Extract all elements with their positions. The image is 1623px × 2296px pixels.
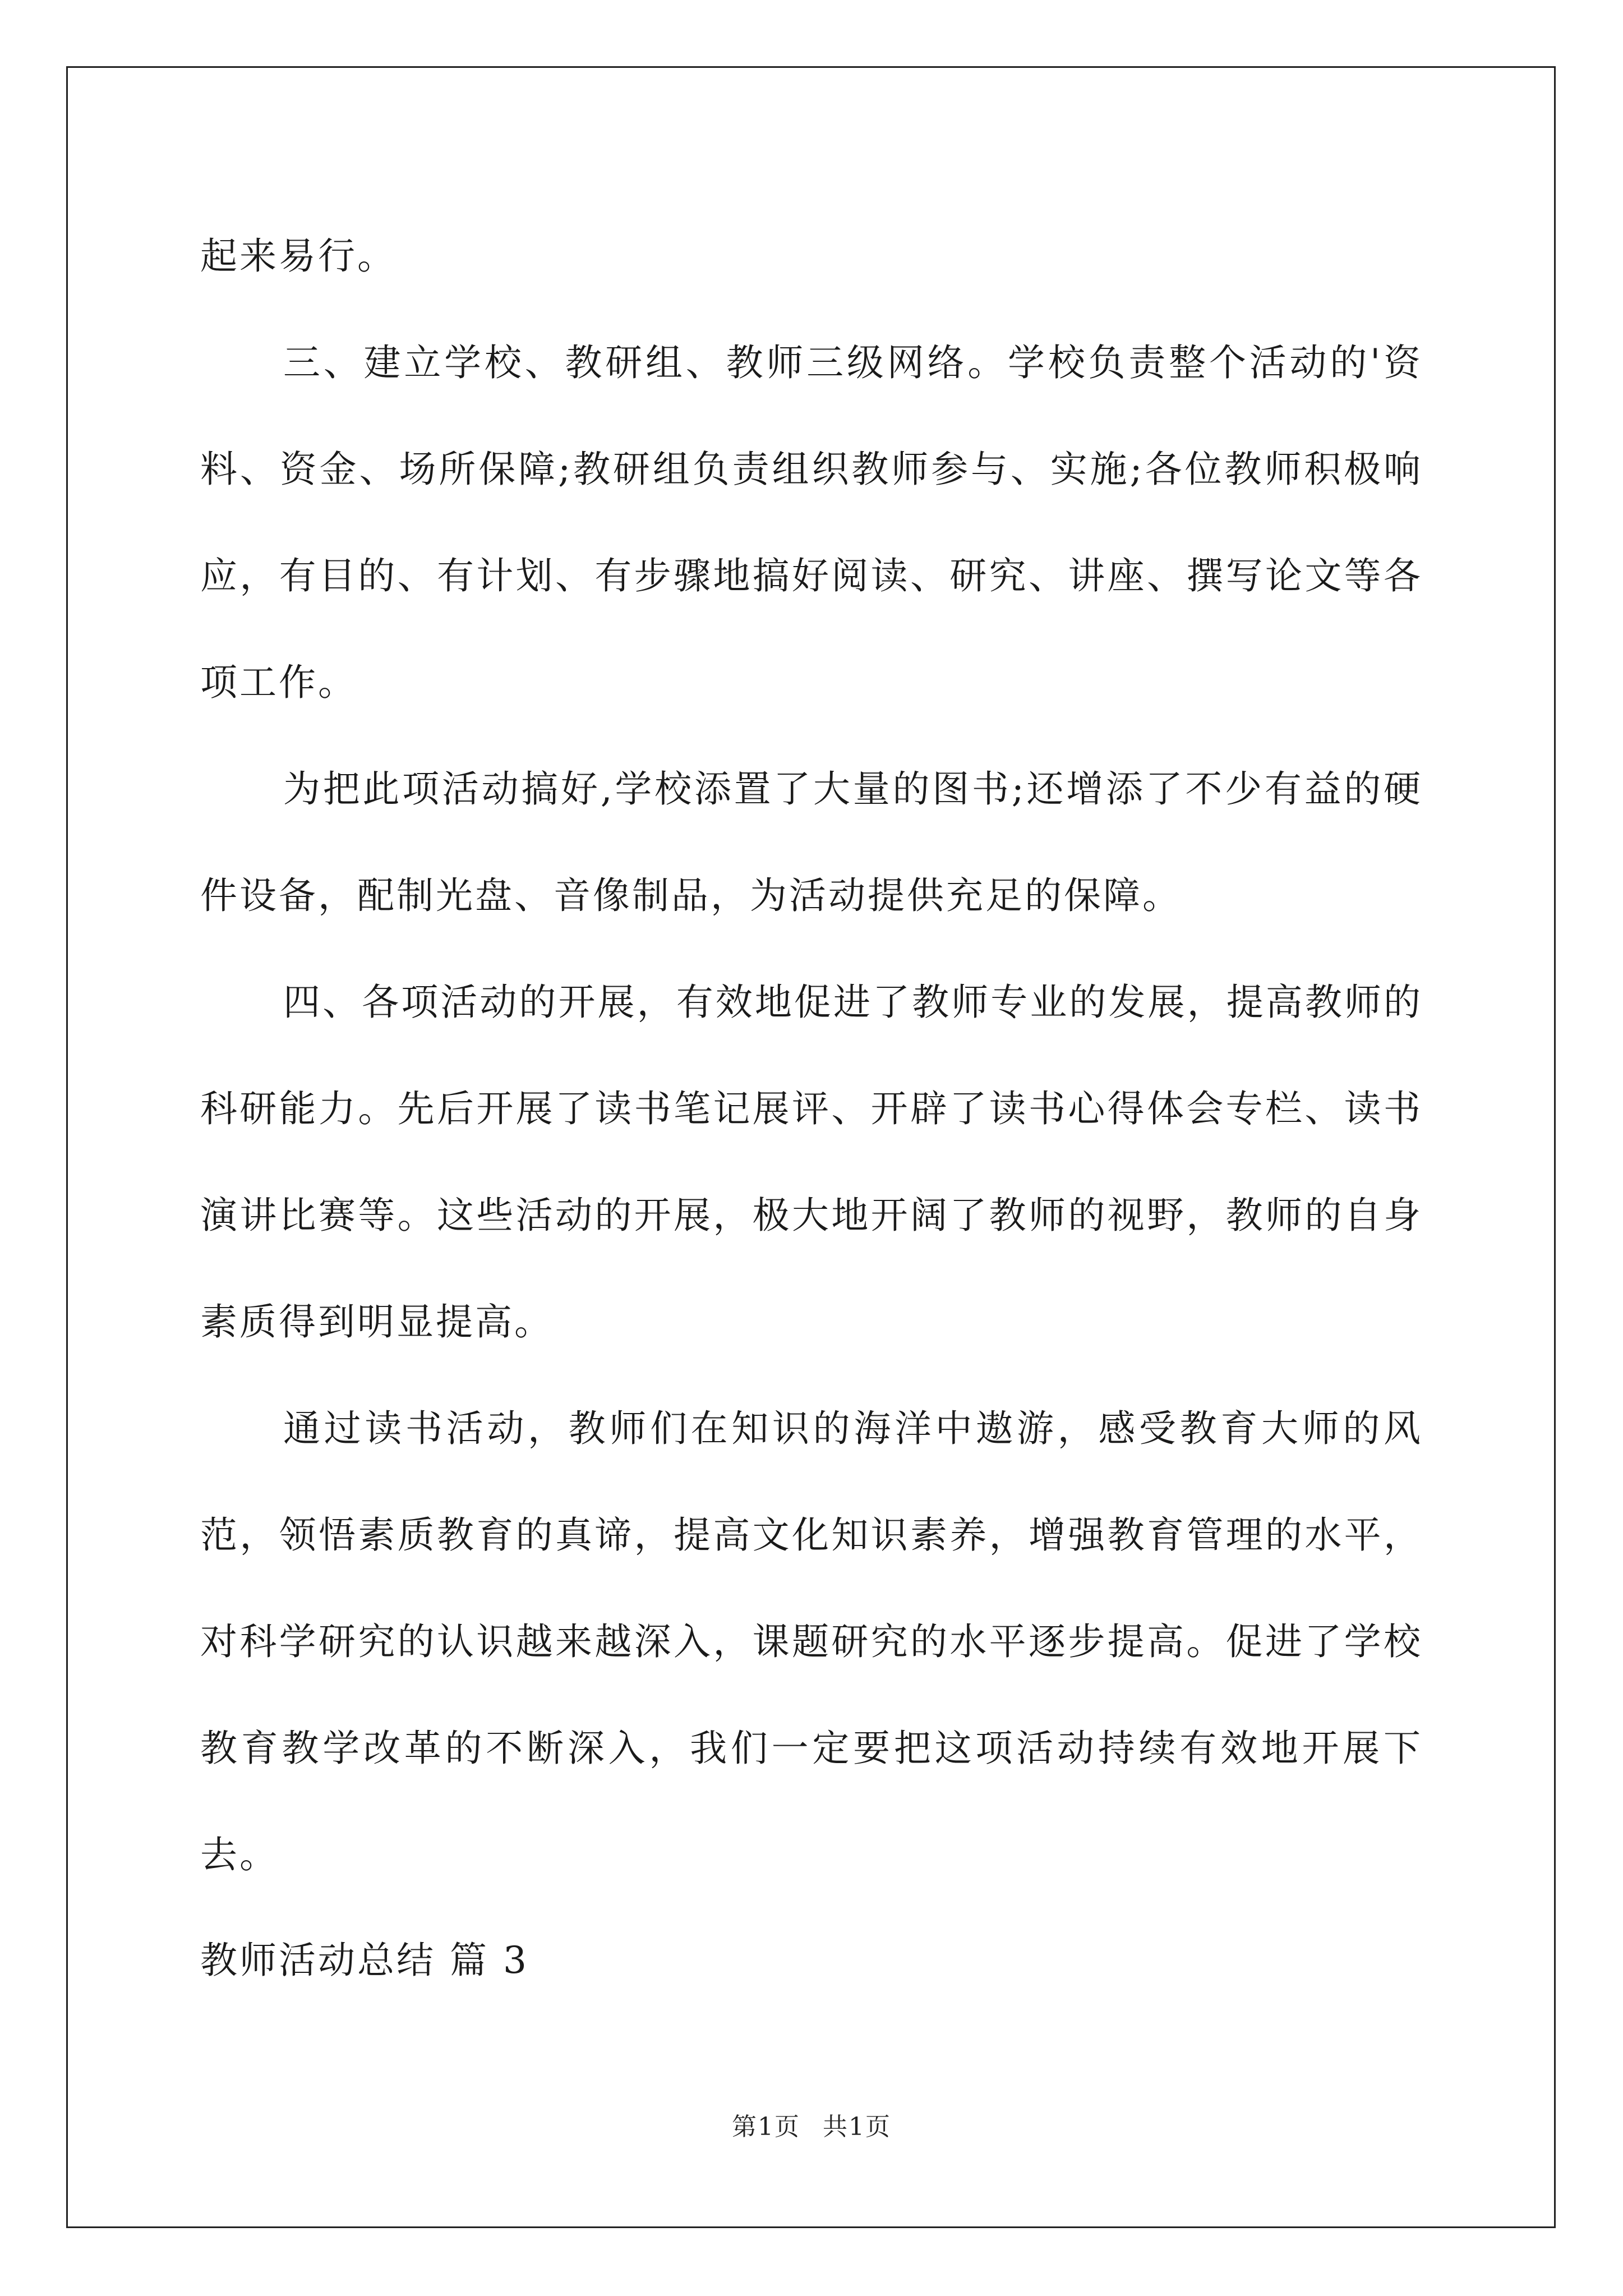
paragraph-reading-outcomes: 通过读书活动，教师们在知识的海洋中遨游，感受教育大师的风范，领悟素质教育的真谛，提高文化知识素养，增强教育管理的水平，对科学研究的认识越来越深入，课题研究的水平逐步提高。促进了学校教育教学改革的不断深入，我们一定要把这项活动持续有效地开展下去。 <box>200 1407 1423 1876</box>
section-heading: 教师活动总结 篇 3 <box>200 1939 529 1982</box>
page-number: 第1页 <box>732 2113 800 2141</box>
document-body <box>200 203 1423 1908</box>
paragraph-activities-development: 四、各项活动的开展，有效地促进了教师专业的发展，提高教师的科研能力。先后开展了读书笔记展评、开辟了读书心得体会专栏、读书演讲比赛等。这些活动的开展，极大地开阔了教师的视野，教师的自身素质得到明显提高。 <box>200 981 1423 1343</box>
page-footer <box>0 2106 1623 2142</box>
paragraph-continuation: 起来易行。 <box>200 234 396 278</box>
paragraph-three-level-network: 三、建立学校、教研组、教师三级网络。学校负责整个活动的'资料、资金、场所保障;教研组负责组织教师参与、实施;各位教师积极响应，有目的、有计划、有步骤地搞好阅读、研究、讲座、撰写论文等各项工作。 <box>200 341 1423 704</box>
page-total: 共1页 <box>823 2113 891 2141</box>
paragraph-books-equipment: 为把此项活动搞好,学校添置了大量的图书;还增添了不少有益的硬件设备，配制光盘、音像制品，为活动提供充足的保障。 <box>200 767 1423 917</box>
